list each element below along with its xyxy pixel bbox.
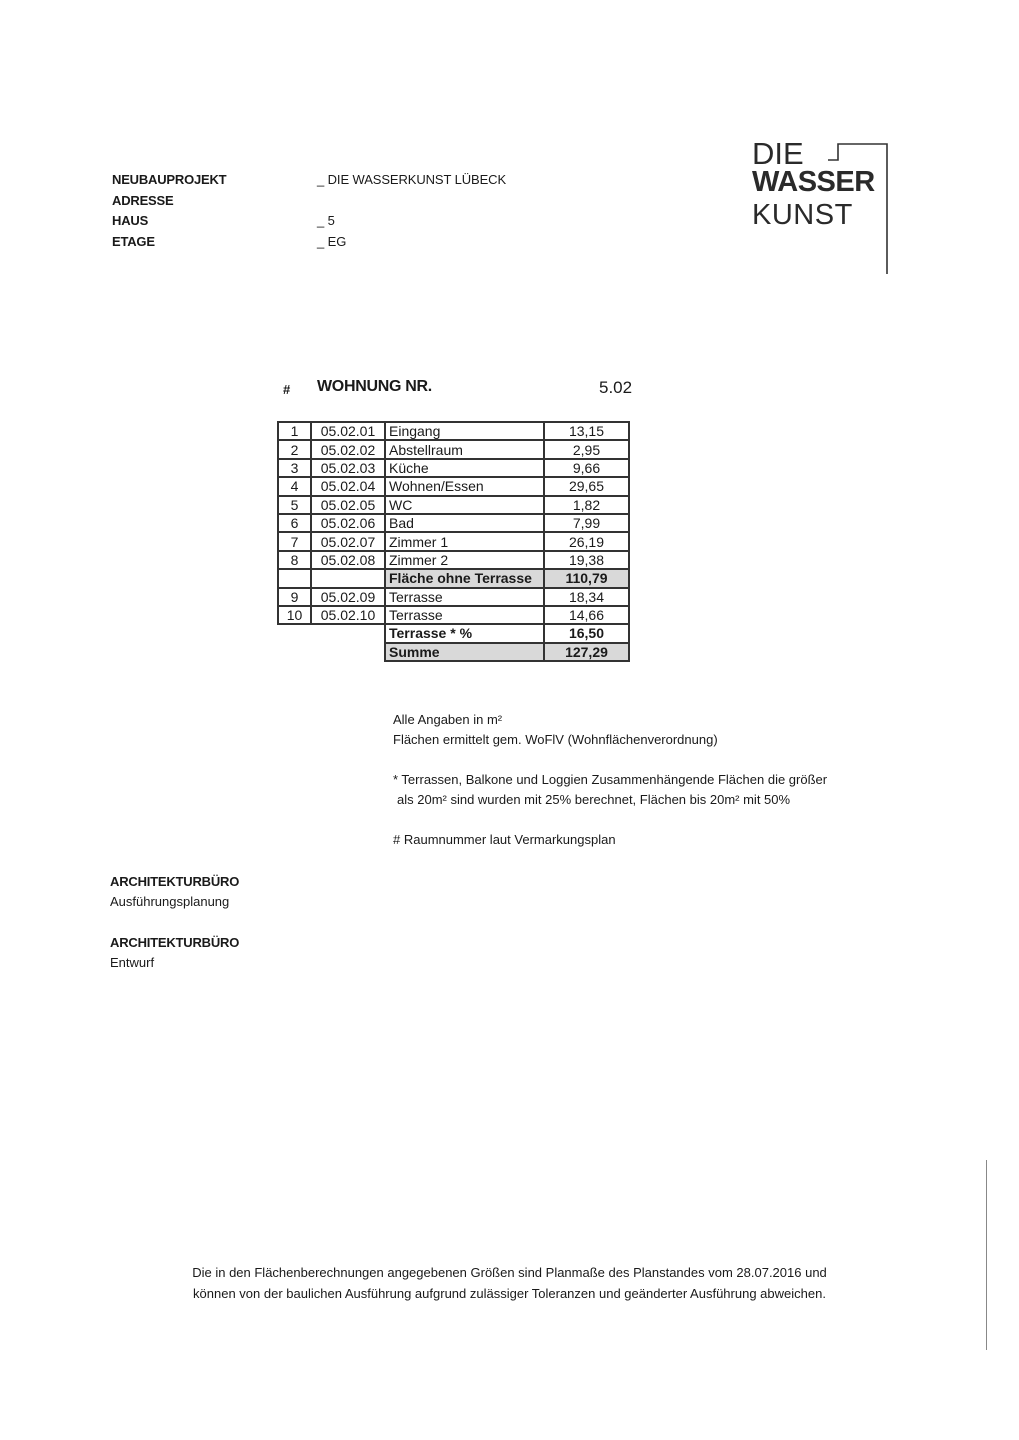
architect-title: ARCHITEKTURBÜRO — [110, 874, 240, 889]
room-table-body — [278, 422, 629, 661]
info-row-project — [112, 170, 506, 191]
room-code-cell — [311, 624, 385, 642]
room-name-cell: Terrasse * % — [385, 624, 544, 642]
room-index-cell: 7 — [278, 532, 311, 550]
room-code-cell: 05.02.06 — [311, 514, 385, 532]
note-units: Alle Angaben in m² — [393, 712, 503, 727]
room-index-cell — [278, 643, 311, 661]
room-area-cell: 7,99 — [544, 514, 629, 532]
room-name-cell: Zimmer 2 — [385, 551, 544, 569]
note-terrace-2: als 20m² sind wurden mit 25% berechnet, Flächen bis 20m² mit 50% — [397, 792, 791, 807]
room-index-cell: 6 — [278, 514, 311, 532]
room-name-cell: Eingang — [385, 422, 544, 440]
info-label: ADRESSE — [112, 192, 174, 208]
room-name-cell: Zimmer 1 — [385, 532, 544, 550]
table-row — [278, 569, 629, 587]
info-label: HAUS — [112, 213, 149, 228]
room-name-cell: Abstellraum — [385, 440, 544, 458]
hash-mark: # — [283, 382, 291, 397]
room-code-cell: 05.02.05 — [311, 496, 385, 514]
room-code-cell: 05.02.09 — [311, 588, 385, 606]
table-row — [278, 606, 629, 624]
room-name-cell: Fläche ohne Terrasse — [385, 569, 544, 587]
room-area-cell: 127,29 — [544, 643, 629, 661]
info-value: _ EG — [317, 233, 347, 249]
room-name-cell: Terrasse — [385, 588, 544, 606]
room-area-cell: 1,82 — [544, 496, 629, 514]
room-area-cell: 18,34 — [544, 588, 629, 606]
room-code-cell: 05.02.02 — [311, 440, 385, 458]
room-area-table — [277, 421, 630, 662]
room-code-cell — [311, 643, 385, 661]
info-label: ETAGE — [112, 233, 155, 249]
room-area-cell: 14,66 — [544, 606, 629, 624]
architect-role: Ausführungsplanung — [110, 894, 230, 909]
info-value: _ 5 — [317, 213, 335, 228]
notes — [393, 710, 827, 850]
disclaimer-line-2: können von der baulichen Ausführung aufgrund zulässiger Toleranzen und geänderter Ausführung abweichen. — [193, 1286, 826, 1301]
room-index-cell: 1 — [278, 422, 311, 440]
room-index-cell: 2 — [278, 440, 311, 458]
info-value: _ DIE WASSERKUNST LÜBECK — [317, 172, 507, 187]
architect-role: Entwurf — [110, 955, 155, 970]
room-code-cell — [311, 569, 385, 587]
room-code-cell: 05.02.08 — [311, 551, 385, 569]
room-index-cell: 5 — [278, 496, 311, 514]
table-row — [278, 532, 629, 550]
project-info — [112, 170, 506, 252]
room-area-cell: 110,79 — [544, 569, 629, 587]
room-name-cell: Küche — [385, 459, 544, 477]
table-row — [278, 624, 629, 642]
room-name-cell: Wohnen/Essen — [385, 477, 544, 495]
table-row — [278, 459, 629, 477]
room-area-cell: 19,38 — [544, 551, 629, 569]
table-row — [278, 643, 629, 661]
info-row-address — [112, 191, 506, 212]
room-name-cell: Terrasse — [385, 606, 544, 624]
table-row — [278, 440, 629, 458]
table-row — [278, 514, 629, 532]
room-code-cell: 05.02.03 — [311, 459, 385, 477]
apartment-number: 5.02 — [599, 378, 633, 397]
note-terrace-1: * Terrassen, Balkone und Loggien Zusammenhängende Flächen die größer — [393, 772, 828, 787]
room-area-cell: 13,15 — [544, 422, 629, 440]
room-index-cell: 8 — [278, 551, 311, 569]
room-name-cell: WC — [385, 496, 544, 514]
room-index-cell: 9 — [278, 588, 311, 606]
room-code-cell: 05.02.04 — [311, 477, 385, 495]
logo-line-2: WASSER — [752, 166, 875, 198]
room-name-cell: Summe — [385, 643, 544, 661]
note-room-number: # Raumnummer laut Vermarkungsplan — [393, 832, 616, 847]
disclaimer — [0, 1262, 1019, 1304]
note-method: Flächen ermittelt gem. WoFlV (Wohnflächenverordnung) — [393, 732, 718, 747]
scan-edge-line — [986, 1160, 987, 1350]
room-name-cell: Bad — [385, 514, 544, 532]
room-index-cell — [278, 624, 311, 642]
room-area-cell: 2,95 — [544, 440, 629, 458]
info-label: NEUBAUPROJEKT — [112, 172, 227, 187]
room-code-cell: 05.02.10 — [311, 606, 385, 624]
room-index-cell — [278, 569, 311, 587]
logo-line-3: KUNST — [752, 199, 853, 231]
table-row — [278, 422, 629, 440]
apartment-heading — [0, 378, 1019, 402]
room-area-cell: 9,66 — [544, 459, 629, 477]
apartment-title: WOHNUNG NR. — [317, 378, 432, 395]
disclaimer-line-1: Die in den Flächenberechnungen angegebenen Größen sind Planmaße des Planstandes vom 28.07.2016 und — [192, 1265, 827, 1280]
architect-block-execution — [110, 872, 239, 912]
table-row — [278, 496, 629, 514]
architect-title: ARCHITEKTURBÜRO — [110, 935, 240, 950]
info-row-house — [112, 211, 506, 232]
table-row — [278, 588, 629, 606]
wasserkunst-logo — [748, 136, 893, 276]
architect-block-design — [110, 933, 239, 973]
room-area-cell: 16,50 — [544, 624, 629, 642]
info-row-floor — [112, 232, 506, 253]
room-code-cell: 05.02.01 — [311, 422, 385, 440]
room-index-cell: 4 — [278, 477, 311, 495]
room-area-cell: 29,65 — [544, 477, 629, 495]
table-row — [278, 551, 629, 569]
room-index-cell: 10 — [278, 606, 311, 624]
room-index-cell: 3 — [278, 459, 311, 477]
logo-line-1: DIE — [752, 136, 804, 171]
table-row — [278, 477, 629, 495]
room-area-cell: 26,19 — [544, 532, 629, 550]
room-code-cell: 05.02.07 — [311, 532, 385, 550]
